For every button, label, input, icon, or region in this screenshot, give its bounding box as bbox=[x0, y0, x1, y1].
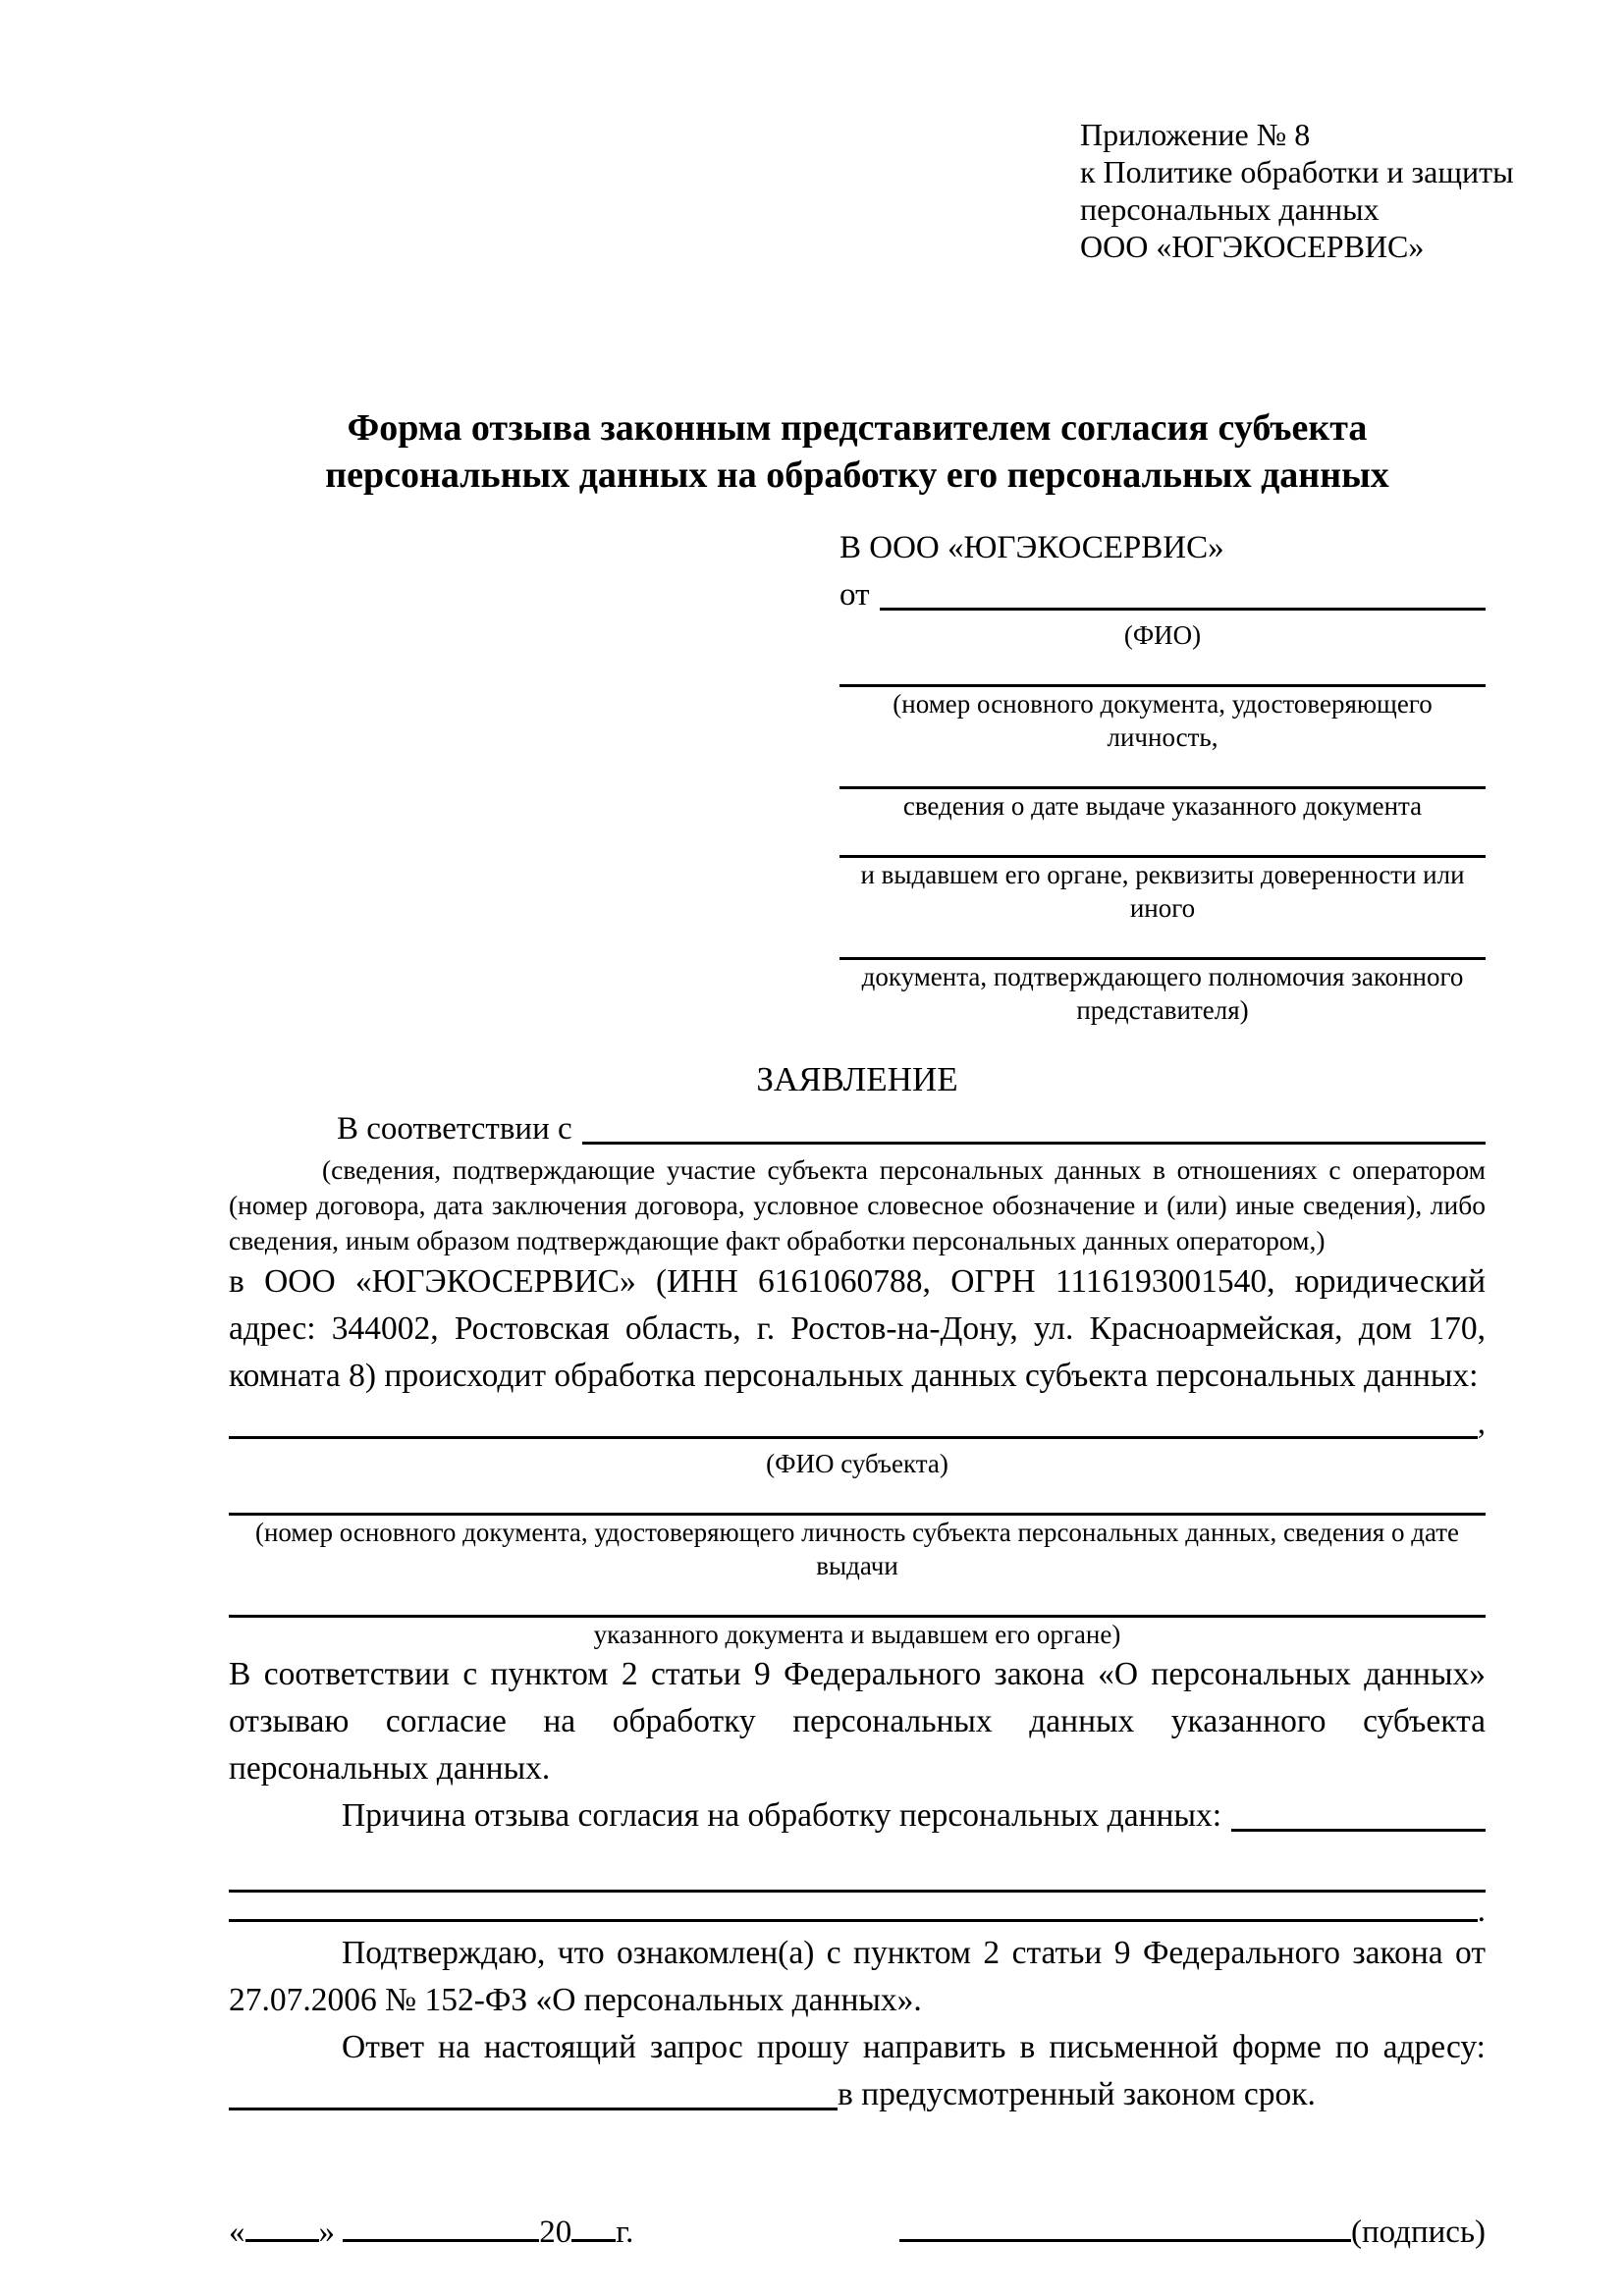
date-group bbox=[229, 2209, 633, 2256]
signature-caption: (подпись) bbox=[1351, 2215, 1486, 2250]
appendix-line: персональных данных bbox=[1080, 191, 1380, 227]
reply-tail-row bbox=[229, 2071, 1486, 2118]
reply-tail-text: в предусмотренный законом срок. bbox=[838, 2076, 1316, 2112]
subject-fio-trailing: , bbox=[1477, 1406, 1486, 1441]
field-caption: сведения о дате выдаче указанного документа bbox=[902, 791, 1423, 821]
intro-note: (сведения, подтверждающие участие субъекта персональных данных в отношениях с оператором (номер договора, дата заключения договора, условное словесное обозначение и (или) иные сведения), либо сведения, иным образом подтверждающие факт обработки персональных данных оператором,) bbox=[229, 1154, 1486, 1255]
subject-doc-blank-line bbox=[229, 1480, 1486, 1516]
reply-request-paragraph: Ответ на настоящий запрос прошу направить в письменной форме по адресу: bbox=[342, 2029, 1486, 2065]
intro-blank-line bbox=[582, 1142, 1486, 1145]
reason-blank-line bbox=[1231, 1829, 1486, 1832]
from-blank-line bbox=[880, 608, 1487, 611]
reason-blank-line-full bbox=[229, 1853, 1486, 1893]
intro-row bbox=[229, 1105, 1486, 1152]
blank-line bbox=[839, 823, 1486, 858]
subject-doc-blank-line bbox=[229, 1582, 1486, 1618]
field-caption: документа, подтверждающего полномочия законного представителя) bbox=[861, 962, 1464, 1025]
addressee-field-group bbox=[839, 754, 1486, 823]
withdrawal-paragraph: В соответствии с пунктом 2 статьи 9 Федерального закона «О персональных данных» отзываю согласие на обработку персональных данных указанного субъекта персональных данных. bbox=[229, 1656, 1486, 1787]
date-day-blank bbox=[245, 2210, 319, 2242]
field-caption: и выдавшем его органе, реквизиты доверенности или иного bbox=[860, 860, 1465, 923]
operator-paragraph: в ООО «ЮГЭКОСЕРВИС» (ИНН 6161060788, ОГРН 1116193001540, юридический адрес: 344002, Ростовская область, г. Ростов-на-Дону, ул. Красноармейская, дом 170, комната 8) происходит обработка персональных данных субъекта персональных данных: bbox=[229, 1263, 1486, 1394]
reason-label: Причина отзыва согласия на обработку персональных данных: bbox=[342, 1797, 1222, 1834]
signature-group bbox=[899, 2209, 1486, 2256]
field-caption: (номер основного документа, удостоверяющего личность, bbox=[893, 689, 1433, 752]
addressee-from-row bbox=[839, 571, 1486, 618]
subject-fio-caption: (ФИО субъекта) bbox=[766, 1449, 948, 1478]
reason-trailing: . bbox=[1477, 1893, 1486, 1929]
date-year-prefix: 20 bbox=[539, 2215, 572, 2250]
appendix-line: к Политике обработки и защиты bbox=[1080, 154, 1514, 189]
fio-caption: (ФИО) bbox=[1123, 620, 1202, 650]
blank-line bbox=[839, 925, 1486, 960]
signature-blank-line bbox=[899, 2210, 1351, 2242]
subject-fio-row bbox=[229, 1400, 1486, 1447]
confirmation-paragraph: Подтверждаю, что ознакомлен(а) с пунктом 2 статьи 9 Федерального закона от 27.07.2006 № 152-ФЗ «О персональных данных». bbox=[229, 1935, 1486, 2018]
reason-blank-line-full bbox=[229, 1919, 1478, 1922]
reason-row bbox=[229, 1792, 1486, 1840]
reason-blank-line-row bbox=[229, 1893, 1486, 1930]
addressee-block bbox=[839, 524, 1486, 1027]
date-year-suffix: г. bbox=[616, 2215, 634, 2250]
blank-line bbox=[839, 652, 1486, 687]
addressee-to: В ООО «ЮГЭКОСЕРВИС» bbox=[839, 530, 1224, 565]
date-year-blank bbox=[571, 2210, 616, 2242]
document-title: Форма отзыва законным представителем согласия субъекта персональных данных на обработку его персональных данных bbox=[325, 407, 1389, 496]
appendix-block bbox=[1080, 116, 1514, 265]
blank-line bbox=[839, 754, 1486, 789]
statement-heading: ЗАЯВЛЕНИЕ bbox=[756, 1060, 958, 1098]
subject-doc-caption: (номер основного документа, удостоверяющего личность субъекта персональных данных, сведения о дате выдачи bbox=[254, 1518, 1460, 1580]
subject-fio-blank-line bbox=[229, 1436, 1478, 1439]
date-month-blank bbox=[343, 2210, 539, 2242]
addressee-field-group bbox=[839, 652, 1486, 754]
appendix-line: Приложение № 8 bbox=[1080, 117, 1311, 152]
footer-row bbox=[229, 2209, 1486, 2256]
addressee-field-group bbox=[839, 925, 1486, 1027]
date-quote-open: « bbox=[229, 2215, 245, 2250]
addressee-field-group bbox=[839, 823, 1486, 925]
subject-doc-caption: указанного документа и выдавшем его органе) bbox=[593, 1620, 1121, 1649]
appendix-line: ООО «ЮГЭКОСЕРВИС» bbox=[1080, 229, 1425, 264]
from-label: от bbox=[839, 577, 870, 613]
date-quote-close: » bbox=[318, 2215, 335, 2250]
intro-prefix: В соответствии с bbox=[337, 1111, 572, 1147]
address-blank-line bbox=[229, 2108, 838, 2110]
